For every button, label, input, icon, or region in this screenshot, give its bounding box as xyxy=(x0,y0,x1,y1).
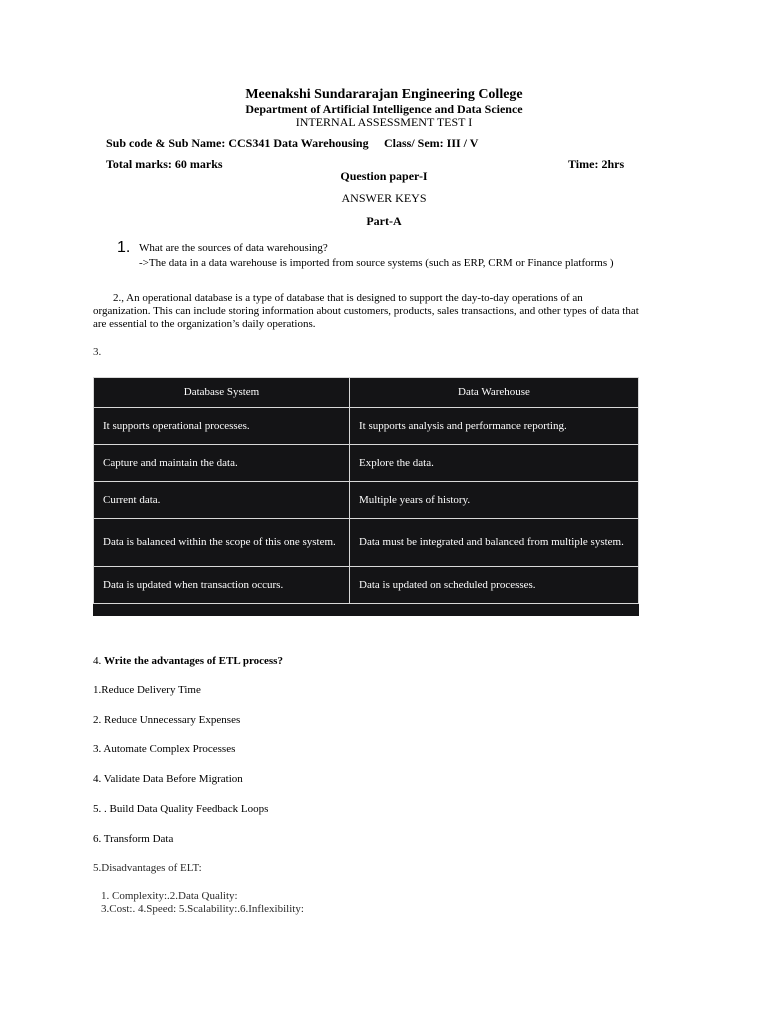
list-item: 4. Validate Data Before Migration xyxy=(93,773,243,785)
table-cell: Data is updated when transaction occurs. xyxy=(94,567,350,604)
q5-title: 5.Disadvantages of ELT: xyxy=(93,862,202,874)
test-title: INTERNAL ASSESSMENT TEST I xyxy=(295,115,473,129)
q4-question: Write the advantages of ETL process? xyxy=(104,655,283,667)
part-heading: Part-A xyxy=(366,214,402,228)
q1-answer: ->The data in a data warehouse is imported from source systems (such as ERP, CRM or Finance platforms ) xyxy=(139,257,614,269)
class-semester: Class/ Sem: III / V xyxy=(384,136,479,150)
table-header-cell: Data Warehouse xyxy=(350,378,639,408)
q2-line-1-text: 2., An operational database is a type of database that is designed to support the day-to-day operations of an xyxy=(113,292,583,304)
table-cell: Capture and maintain the data. xyxy=(94,445,350,482)
table-row xyxy=(94,408,639,445)
total-marks: Total marks: 60 marks xyxy=(106,157,223,171)
table-cell: It supports operational processes. xyxy=(94,408,350,445)
table-empty-cell xyxy=(94,604,350,616)
answer-keys-heading: ANSWER KEYS xyxy=(341,191,427,205)
table-cell: Explore the data. xyxy=(350,445,639,482)
subject-code: Sub code & Sub Name: CCS341 Data Warehousing xyxy=(106,136,369,150)
table-cell: Current data. xyxy=(94,482,350,519)
list-item: 2. Reduce Unnecessary Expenses xyxy=(93,714,241,726)
q2-answer-line-1 xyxy=(93,292,583,304)
table-row xyxy=(94,482,639,519)
list-item: 6. Transform Data xyxy=(93,833,174,845)
department-name: Department of Artificial Intelligence and Data Science xyxy=(245,102,523,116)
q4-heading xyxy=(93,655,283,667)
table-cell: Multiple years of history. xyxy=(350,482,639,519)
table-row xyxy=(94,519,639,567)
q1-number: 1. xyxy=(117,239,131,256)
table-row xyxy=(94,567,639,604)
q2-answer-line-3: are essential to the organization’s daily operations. xyxy=(93,318,316,330)
list-item: 3. Automate Complex Processes xyxy=(93,743,236,755)
table-bottom-band xyxy=(94,604,639,616)
list-item: 5. . Build Data Quality Feedback Loops xyxy=(93,803,269,815)
comparison-table xyxy=(93,377,639,616)
table-row xyxy=(94,445,639,482)
table-cell: Data is updated on scheduled processes. xyxy=(350,567,639,604)
table-cell: It supports analysis and performance reporting. xyxy=(350,408,639,445)
q3-number: 3. xyxy=(93,346,102,358)
q2-answer-line-2: organization. This can include storing information about customers, products, sales transactions, and other types of data that xyxy=(93,305,639,317)
table-cell: Data is balanced within the scope of this one system. xyxy=(94,519,350,567)
exam-time: Time: 2hrs xyxy=(568,157,625,171)
table-empty-cell xyxy=(350,604,639,616)
table-header-row xyxy=(94,378,639,408)
question-paper-label: Question paper-I xyxy=(340,169,428,183)
table-header-cell: Database System xyxy=(94,378,350,408)
table-cell: Data must be integrated and balanced from multiple system. xyxy=(350,519,639,567)
q1-question: What are the sources of data warehousing? xyxy=(139,242,328,254)
list-item: 1.Reduce Delivery Time xyxy=(93,684,201,696)
q5-line-1: 1. Complexity:.2.Data Quality: xyxy=(101,890,238,902)
q5-line-2: 3.Cost:. 4.Speed: 5.Scalability:.6.Inflexibility: xyxy=(101,903,304,915)
q4-number: 4. xyxy=(93,655,104,667)
college-name: Meenakshi Sundararajan Engineering College xyxy=(245,87,523,102)
